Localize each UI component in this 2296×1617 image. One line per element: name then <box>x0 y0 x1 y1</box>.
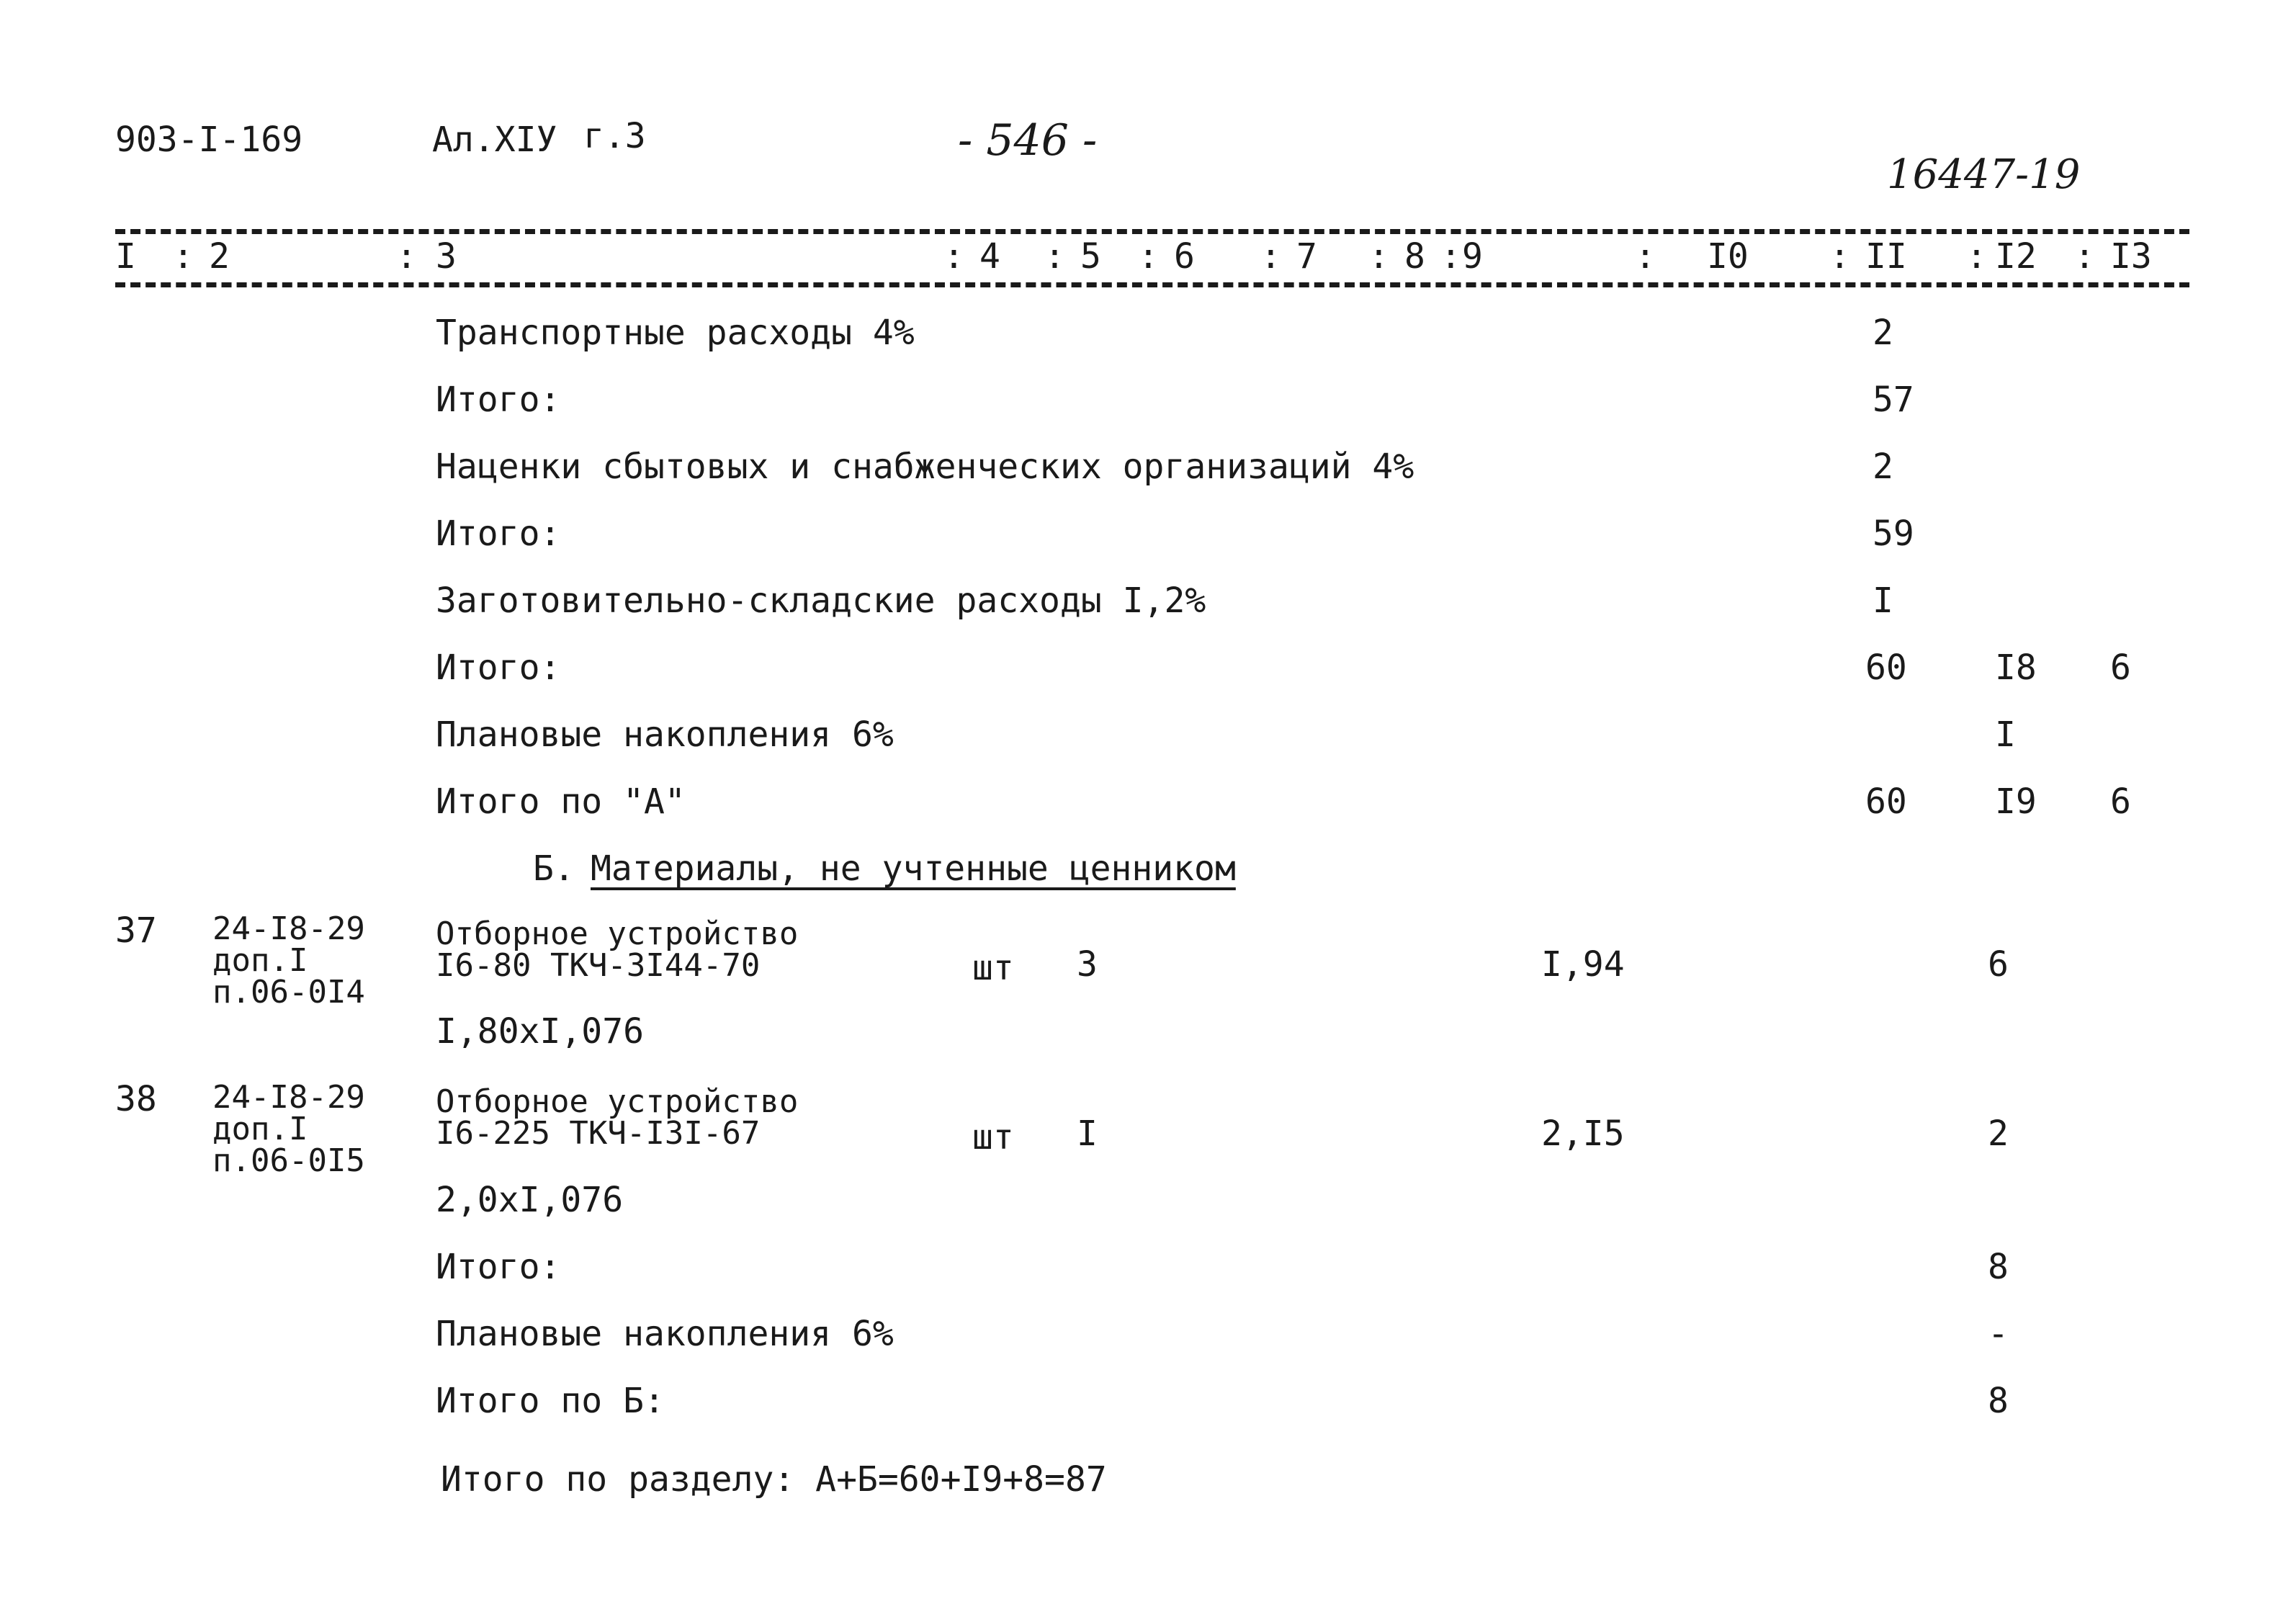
row-desc: Итого: <box>436 1247 561 1287</box>
item-spec: I6-80 ТКЧ-3I44-70 <box>436 947 761 984</box>
col-header-10: I0 <box>1707 236 1749 277</box>
row-col12: I9 <box>1995 781 2037 822</box>
album-part: г.3 <box>583 116 646 156</box>
row-col12: I <box>1995 715 2016 755</box>
row-col12: - <box>1988 1314 2009 1354</box>
row-col11: 2 <box>1873 313 1893 353</box>
row-col12: I8 <box>1995 648 2037 688</box>
item-calc: I,80хI,076 <box>436 1011 644 1052</box>
item-price: I,94 <box>1541 944 1625 985</box>
col-separator: : <box>1368 236 1389 277</box>
col-separator: : <box>1260 236 1281 277</box>
row-desc: Заготовительно-складские расходы I,2% <box>436 581 1206 621</box>
col-separator: : <box>1440 236 1461 277</box>
row-col12: 8 <box>1988 1381 2009 1421</box>
row-col13: 6 <box>2110 648 2131 688</box>
col-header-8: 8 <box>1404 236 1425 277</box>
col-header-2: 2 <box>209 236 230 277</box>
item-code: п.06-0I5 <box>212 1142 365 1179</box>
section-b-letter: Б. <box>533 848 575 889</box>
item-number: 37 <box>115 910 157 951</box>
col-header-5: 5 <box>1080 236 1101 277</box>
header-rule-top <box>115 229 2189 234</box>
col-header-6: 6 <box>1174 236 1195 277</box>
album-number: Ал.XIУ <box>432 120 557 160</box>
col-separator: : <box>2074 236 2095 277</box>
row-col11: 60 <box>1865 781 1907 822</box>
col-header-4: 4 <box>979 236 1000 277</box>
col-header-12: I2 <box>1995 236 2037 277</box>
row-col13: 6 <box>2110 781 2131 822</box>
row-desc: Плановые накопления 6% <box>436 1314 894 1354</box>
row-col11: 59 <box>1873 514 1914 554</box>
archive-stamp: 16447-19 <box>1887 151 2081 198</box>
item-number: 38 <box>115 1079 157 1119</box>
item-price: 2,I5 <box>1541 1114 1625 1154</box>
row-desc: Плановые накопления 6% <box>436 715 894 755</box>
row-desc: Наценки сбытовых и снабженческих организаций 4% <box>436 447 1414 487</box>
col-header-13: I3 <box>2110 236 2152 277</box>
header-rule-bottom <box>115 282 2189 287</box>
item-qty: I <box>1077 1114 1098 1154</box>
row-desc: Транспортные расходы 4% <box>436 313 915 353</box>
col-header-9: 9 <box>1462 236 1483 277</box>
section-grand-total: Итого по разделу: А+Б=60+I9+8=87 <box>441 1459 1107 1500</box>
item-code: п.06-0I4 <box>212 974 365 1011</box>
col-separator: : <box>1829 236 1850 277</box>
item-spec: I6-225 ТКЧ-I3I-67 <box>436 1115 761 1152</box>
item-code: 24-I8-29 <box>212 1079 365 1116</box>
col-separator: : <box>396 236 417 277</box>
item-calc: 2,0хI,076 <box>436 1180 624 1220</box>
item-code: 24-I8-29 <box>212 910 365 947</box>
row-desc: Итого по Б: <box>436 1381 665 1421</box>
row-col11: 2 <box>1873 447 1893 487</box>
row-col11: 57 <box>1873 380 1914 420</box>
row-col12: 8 <box>1988 1247 2009 1287</box>
item-qty: 3 <box>1077 944 1098 985</box>
item-total: 6 <box>1988 944 2009 985</box>
document-number: 903-I-169 <box>115 120 303 160</box>
col-separator: : <box>1138 236 1159 277</box>
row-desc: Итого по "А" <box>436 781 686 822</box>
item-code: доп.I <box>212 942 308 979</box>
item-unit: шт <box>972 948 1014 988</box>
item-name: Отборное устройство <box>436 915 799 952</box>
item-name: Отборное устройство <box>436 1083 799 1120</box>
row-desc: Итого: <box>436 380 561 420</box>
item-total: 2 <box>1988 1114 2009 1154</box>
section-b-title: Материалы, не учтенные ценником <box>591 848 1236 889</box>
col-separator: : <box>1966 236 1987 277</box>
row-desc: Итого: <box>436 648 561 688</box>
item-code: доп.I <box>212 1111 308 1147</box>
page-number: - 546 - <box>958 115 1098 166</box>
row-desc: Итого: <box>436 514 561 554</box>
col-separator: : <box>1635 236 1656 277</box>
col-separator: : <box>943 236 964 277</box>
row-col11: 60 <box>1865 648 1907 688</box>
col-header-3: 3 <box>436 236 457 277</box>
col-header-7: 7 <box>1296 236 1317 277</box>
col-separator: : <box>173 236 194 277</box>
item-unit: шт <box>972 1117 1014 1157</box>
col-separator: : <box>1044 236 1065 277</box>
col-header-11: II <box>1865 236 1907 277</box>
col-header-1: I <box>115 236 136 277</box>
row-col11: I <box>1873 581 1893 621</box>
